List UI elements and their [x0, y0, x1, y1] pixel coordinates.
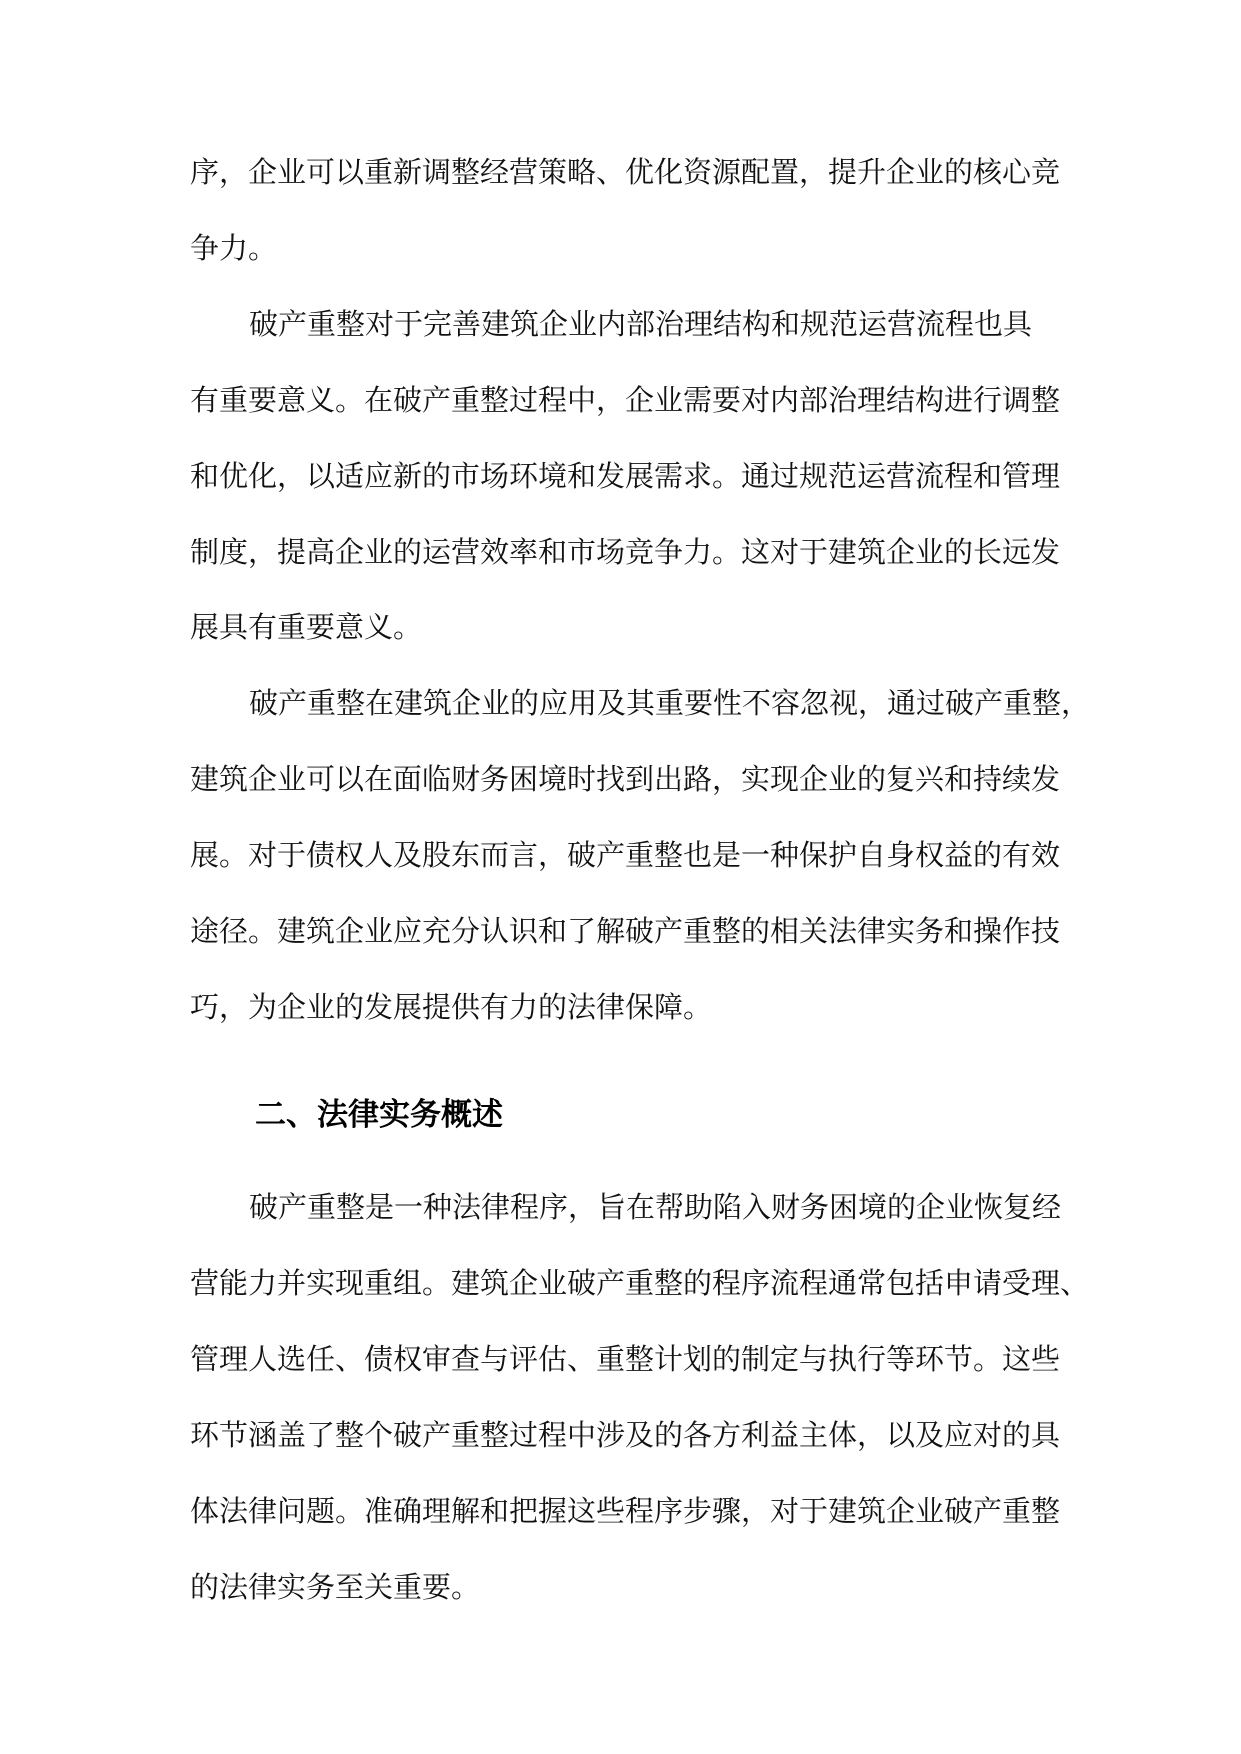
- paragraph-line: 的法律实务至关重要。: [190, 1570, 481, 1604]
- paragraph-line: 破产重整在建筑企业的应用及其重要性不容忽视，通过破产重整，: [249, 686, 1091, 720]
- paragraph-line: 制度，提高企业的运营效率和市场竞争力。这对于建筑企业的长远发: [190, 535, 1061, 569]
- paragraph-line: 争力。: [190, 231, 278, 265]
- paragraph-line: 展。对于债权人及股东而言，破产重整也是一种保护自身权益的有效: [190, 838, 1061, 872]
- paragraph-line: 破产重整是一种法律程序，旨在帮助陷入财务困境的企业恢复经: [249, 1190, 1062, 1224]
- paragraph-line: 营能力并实现重组。建筑企业破产重整的程序流程通常包括申请受理、: [190, 1266, 1090, 1300]
- paragraph-line: 建筑企业可以在面临财务困境时找到出路，实现企业的复兴和持续发: [190, 762, 1061, 796]
- paragraph-line: 管理人选任、债权审查与评估、重整计划的制定与执行等环节。这些: [190, 1342, 1061, 1376]
- paragraph-line: 途径。建筑企业应充分认识和了解破产重整的相关法律实务和操作技: [190, 914, 1061, 948]
- paragraph-line: 序，企业可以重新调整经营策略、优化资源配置，提升企业的核心竞: [190, 155, 1061, 189]
- paragraph-line: 环节涵盖了整个破产重整过程中涉及的各方利益主体，以及应对的具: [190, 1418, 1061, 1452]
- paragraph-line: 和优化，以适应新的市场环境和发展需求。通过规范运营流程和管理: [190, 459, 1061, 493]
- paragraph-line: 有重要意义。在破产重整过程中，企业需要对内部治理结构进行调整: [190, 383, 1061, 417]
- paragraph-line: 体法律问题。准确理解和把握这些程序步骤，对于建筑企业破产重整: [190, 1494, 1061, 1528]
- paragraph-line: 破产重整对于完善建筑企业内部治理结构和规范运营流程也具: [249, 307, 1033, 341]
- section-heading: 二、法律实务概述: [255, 1097, 503, 1133]
- paragraph-line: 巧，为企业的发展提供有力的法律保障。: [190, 990, 713, 1024]
- paragraph-line: 展具有重要意义。: [190, 610, 423, 644]
